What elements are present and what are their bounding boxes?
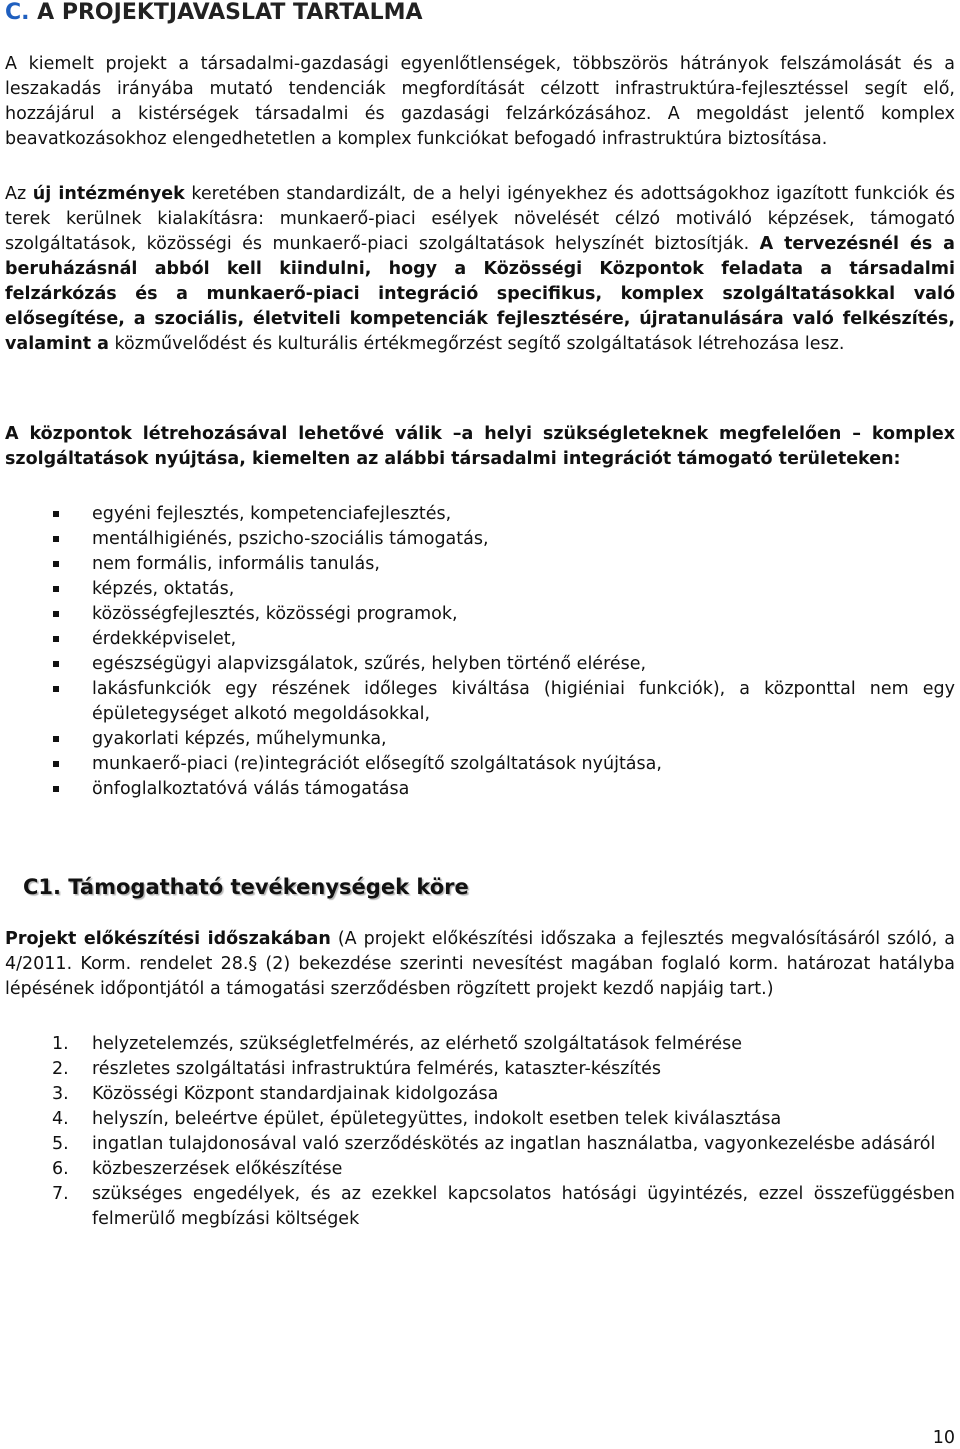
- preparation-paragraph: [5, 927, 955, 1002]
- item-text: szükséges engedélyek, és az ezekkel kapcsolatos hatósági ügyintézés, ezzel összefüggésben felmerülő megbízási költségek: [92, 1184, 955, 1229]
- item-number: 1.: [52, 1034, 69, 1054]
- item-text: közbeszerzések előkészítése: [92, 1159, 343, 1179]
- para2-bold-1: új intézmények: [32, 184, 185, 204]
- list-item: munkaerő-piaci (re)integrációt elősegítő szolgáltatások nyújtása,: [5, 752, 955, 777]
- numbered-item: [5, 1057, 955, 1082]
- item-text: helyzetelemzés, szükségletfelmérés, az elérhető szolgáltatások felmérése: [92, 1034, 743, 1054]
- list-item: érdekképviselet,: [5, 627, 955, 652]
- list-item: nem formális, informális tanulás,: [5, 552, 955, 577]
- numbered-item: [5, 1157, 955, 1182]
- item-text: részletes szolgáltatási infrastruktúra felmérés, kataszter-készítés: [92, 1059, 662, 1079]
- item-text: Közösségi Központ standardjainak kidolgozása: [92, 1084, 499, 1104]
- list-item: mentálhigiénés, pszicho-szociális támogatás,: [5, 527, 955, 552]
- item-number: 7.: [52, 1184, 69, 1204]
- bullet-list: [5, 502, 955, 802]
- preparation-text: (A projekt előkészítési időszaka a fejlesztés megvalósításáról szóló, a 4/2011. Korm. rendelet 28.§ (2) bekezdése szerinti nevesítést magában foglaló korm. határozat hatályba lépésének időpontjától a támogatási szerződésben rögzített projekt kezdő napjáig tart.): [5, 929, 955, 999]
- numbered-list: [5, 1032, 955, 1232]
- section-prefix: C.: [5, 0, 30, 25]
- preparation-bold: Projekt előkészítési időszakában: [5, 929, 331, 949]
- list-item: lakásfunkciók egy részének időleges kiváltása (higiéniai funkciók), a központtal nem egy épületegységet alkotó megoldásokkal,: [5, 677, 955, 727]
- item-text: ingatlan tulajdonosával való szerződéskötés az ingatlan használatba, vagyonkezelésbe adásáról: [92, 1134, 936, 1154]
- para2-text-3: közművelődést és kulturális értékmegőrzést segítő szolgáltatások létrehozása lesz.: [108, 334, 845, 354]
- numbered-item: [5, 1182, 955, 1232]
- numbered-item: [5, 1032, 955, 1057]
- section-title: A PROJEKTJAVASLAT TARTALMA: [29, 0, 423, 25]
- list-item: közösségfejlesztés, közösségi programok,: [5, 602, 955, 627]
- item-number: 2.: [52, 1059, 69, 1079]
- item-number: 5.: [52, 1134, 69, 1154]
- numbered-item: [5, 1107, 955, 1132]
- item-number: 3.: [52, 1084, 69, 1104]
- item-number: 4.: [52, 1109, 69, 1129]
- numbered-item: [5, 1082, 955, 1107]
- para2-bold-2: A tervezésnél és a beruházásnál abból kell kiindulni, hogy a Közösségi Központok feladata a társadalmi felzárkózás és a munkaerő-piaci integráció specifikus, komplex szolgáltatásokkal való elősegítése, a szociális, életviteli kompetenciák fejlesztésére, újratanulására való felkészítés, valamint a: [5, 234, 955, 354]
- list-item: gyakorlati képzés, műhelymunka,: [5, 727, 955, 752]
- intro-paragraph: A kiemelt projekt a társadalmi-gazdasági egyenlőtlenségek, többszörös hátrányok felszámolását és a leszakadás irányába mutató tendenciák megfordítását célzott infrastruktúra-fejlesztéssel segít elő, hozzájárul a kistérségek társadalmi és gazdasági felzárkózásához. A megoldást jelentő komplex beavatkozásokhoz elengedhetetlen a komplex funkciókat befogadó infrastruktúra biztosítása.: [5, 54, 955, 149]
- para2-text-2: keretében standardizált, de a helyi igényekhez és adottságokhoz igazított funkciók és terek kerülnek kialakításra: munkaerő-piaci esélyek növelését célzó motiváló képzések, támogató szolgáltatások, közösségi és munkaerő-piaci szolgáltatások helyszínét biztosítják.: [5, 184, 955, 254]
- section-heading: [5, 0, 423, 26]
- numbered-item: [5, 1132, 955, 1157]
- list-item: önfoglalkoztatóvá válás támogatása: [5, 777, 955, 802]
- list-item: egészségügyi alapvizsgálatok, szűrés, helyben történő elérése,: [5, 652, 955, 677]
- areas-intro-paragraph: A központok létrehozásával lehetővé válik –a helyi szükségleteknek megfelelően – komplex szolgáltatások nyújtása, kiemelten az alábbi társadalmi integrációt támogató területeken:: [5, 424, 955, 469]
- list-item: egyéni fejlesztés, kompetenciafejlesztés,: [5, 502, 955, 527]
- list-item: képzés, oktatás,: [5, 577, 955, 602]
- para2-text-1: Az: [5, 184, 33, 204]
- item-number: 6.: [52, 1159, 69, 1179]
- item-text: helyszín, beleértve épület, épületegyüttes, indokolt esetben telek kiválasztása: [92, 1109, 782, 1129]
- subsection-heading: C1. Támogatható tevékenységek köre: [23, 875, 469, 899]
- institutions-paragraph: [5, 182, 955, 357]
- page-number: 10: [932, 1428, 955, 1448]
